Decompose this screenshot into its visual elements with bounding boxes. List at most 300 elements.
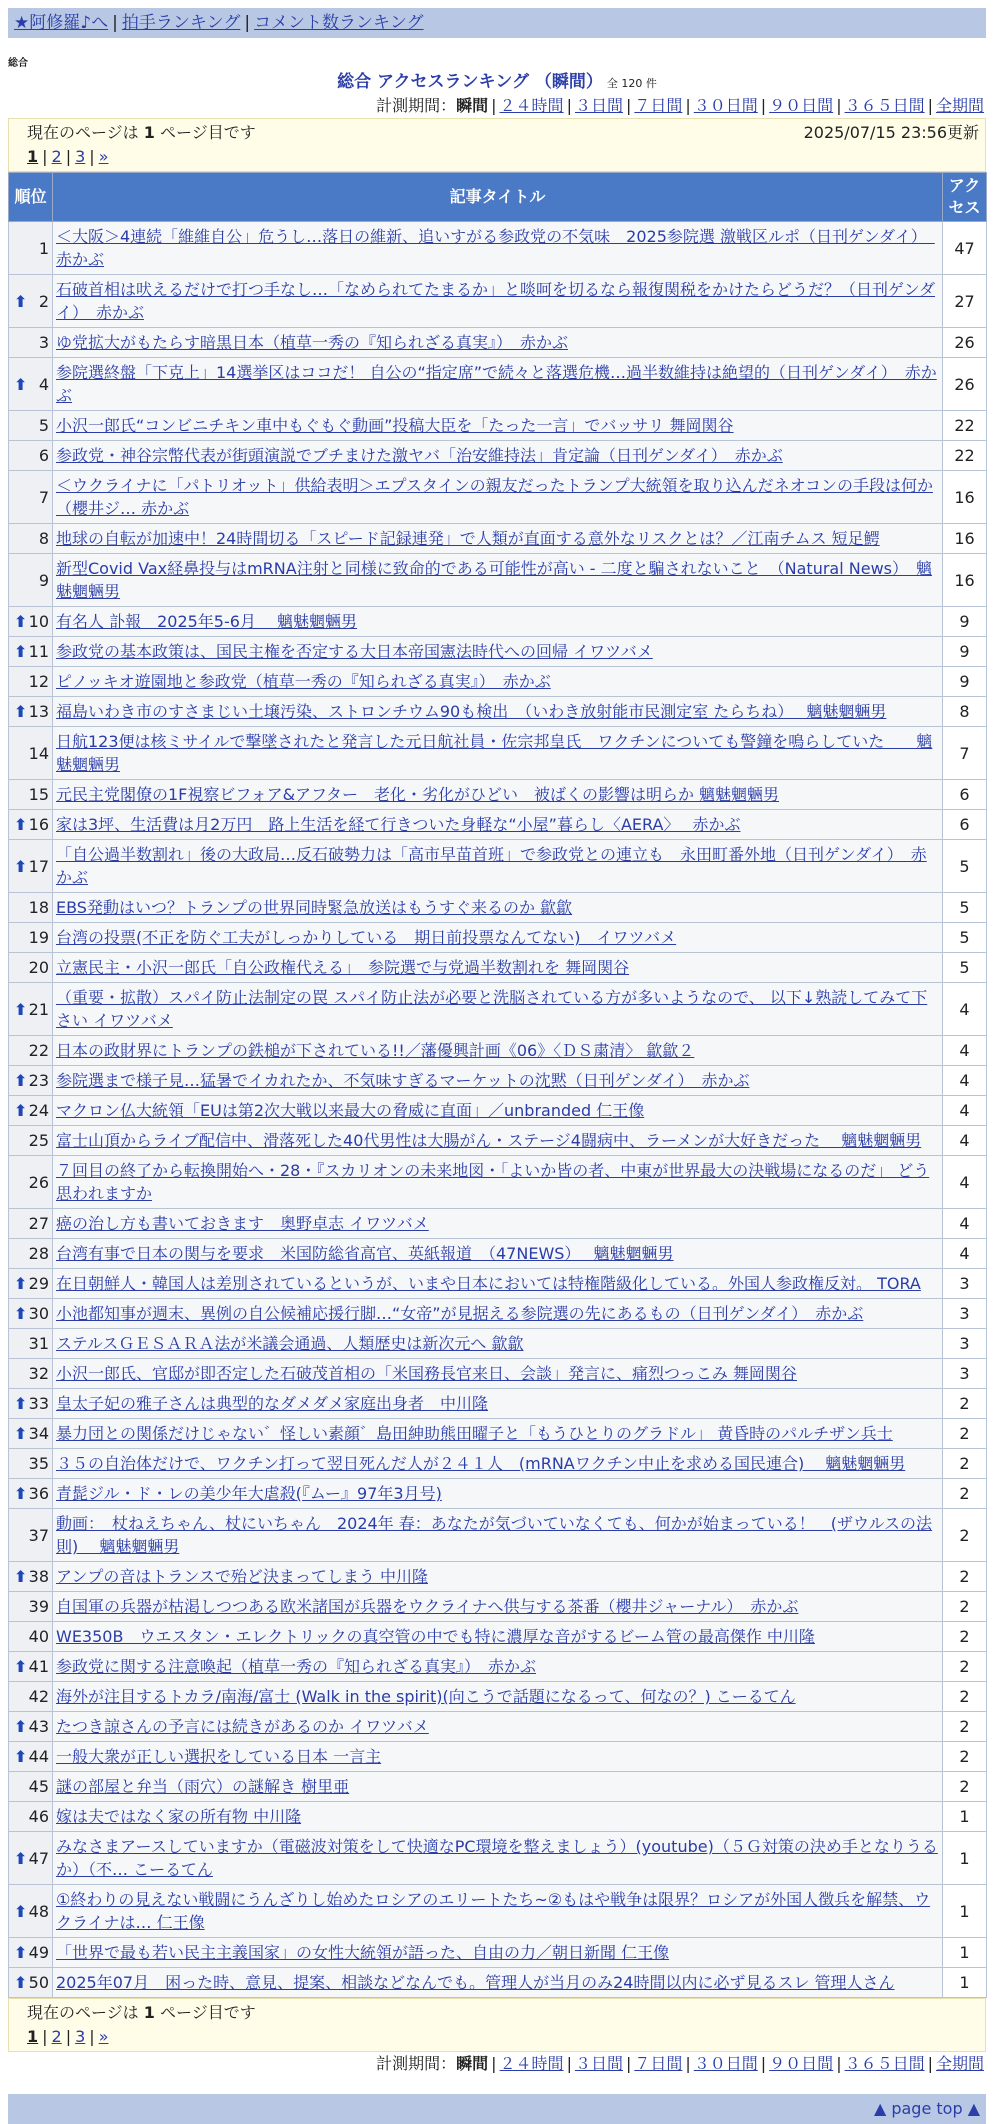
rank-cell [9,1832,53,1885]
table-row [9,1562,987,1592]
rank-number: 6 [38,446,49,465]
rank-cell [9,607,53,637]
rank-up-arrow-icon: ⬆ [14,1657,28,1676]
article-link[interactable]: 自国軍の兵器が枯渇しつつある欧米諸国が兵器をウクライナへ供与する茶番（櫻井ジャーナル） 赤かぶ [56,1597,799,1616]
article-link[interactable]: 小沢一郎氏、官邸が即否定した石破茂首相の「米国務長官来日、会談」発言に、痛烈つっこみ 舞岡関谷 [56,1364,797,1383]
table-row [9,1449,987,1479]
category-label: 総合 [8,58,28,69]
rank-cell [9,471,53,524]
rank-cell [9,1712,53,1742]
updated-timestamp: 2025/07/15 23:56更新 [803,123,979,142]
comment-ranking-link[interactable]: コメント数ランキング [254,13,424,33]
article-link[interactable]: 癌の治し方も書いておきます 奥野卓志 イワツバメ [56,1214,429,1233]
nav-separator: | [244,13,251,33]
rank-number: 13 [28,702,49,721]
rank-up-arrow-icon: ⬆ [14,1424,28,1443]
page-info-box [8,118,986,172]
current-page-number: 1 [143,123,155,142]
current-page-suffix: ページ目です [160,2003,256,2022]
rank-cell [9,1885,53,1938]
period-link[interactable]: ２４時間 [499,96,564,115]
article-link[interactable]: 日本の政財界にトランプの鉄槌が下されている!!／藩優興計画《06》〈ＤＳ粛清〉 歙歙２ [56,1041,695,1060]
access-count: 2 [943,1622,987,1652]
article-link[interactable]: 謎の部屋と弁当（雨穴）の謎解き 樹里亜 [56,1777,350,1796]
title-cell [53,810,943,840]
article-link[interactable]: ゆ党拡大がもたらす暗黒日本（植草一秀の『知られざる真実』） 赤かぶ [56,333,569,352]
rank-number: 46 [28,1807,49,1826]
table-row [9,810,987,840]
table-row [9,1329,987,1359]
rank-number: 36 [28,1484,49,1503]
table-row [9,1299,987,1329]
current-page-number: 1 [143,2003,155,2022]
clap-ranking-link[interactable]: 拍手ランキング [121,13,241,33]
current-page-text [27,2001,256,2025]
table-row [9,358,987,411]
article-link[interactable]: 参政党・神谷宗幣代表が街頭演説でブチまけた激ヤバ「治安維持法」肯定論（日刊ゲンダイ） 赤かぶ [56,446,783,465]
pagination-link[interactable]: 3 [75,147,86,166]
access-count: 1 [943,1802,987,1832]
rank-cell [9,411,53,441]
title-cell [53,1885,943,1938]
title-cell [53,1329,943,1359]
period-link[interactable]: ３日間 [574,96,623,115]
table-row [9,953,987,983]
access-count: 9 [943,637,987,667]
access-count: 2 [943,1419,987,1449]
table-row [9,441,987,471]
rank-number: 8 [38,529,49,548]
table-row [9,1096,987,1126]
page-title: 総合 アクセスランキング （瞬間） [337,72,603,92]
pagination-separator: | [89,2027,95,2046]
article-link[interactable]: 富士山頂からライブ配信中、滑落死した40代男性は大腸がん・ステージ4闘病中、ラーメンが大好きだった 魑魅魍魎男 [56,1131,922,1150]
title-cell [53,1712,943,1742]
access-count: 4 [943,1126,987,1156]
rank-cell [9,1239,53,1269]
article-link[interactable]: 新型Covid Vax経鼻投与はmRNA注射と同様に致命的である可能性が高い - 二度と騙されないこと （Natural News） 魑魅魍魎男 [56,559,932,601]
article-link[interactable]: 立憲民主・小沢一郎氏「自公政権代える」 参院選で与党過半数割れを 舞岡関谷 [56,958,630,977]
rank-cell [9,1449,53,1479]
title-cell [53,1419,943,1449]
article-link[interactable]: たつき諒さんの予言には続きがあるのか イワツバメ [56,1717,429,1736]
access-count: 9 [943,667,987,697]
title-cell [53,1359,943,1389]
nav-separator: | [112,13,118,33]
title-cell [53,840,943,893]
article-link[interactable]: 元民主党閣僚の1F視察ビフォア&アフター 老化・劣化がひどい 被ばくの影響は明らか 魑魅魍魎男 [56,785,780,804]
rank-up-arrow-icon: ⬆ [14,999,28,1019]
rank-number: 21 [28,999,49,1019]
access-count: 16 [943,524,987,554]
table-row [9,1802,987,1832]
rank-number: 38 [28,1567,49,1586]
article-link[interactable]: 嫁は夫ではなく家の所有物 中川隆 [56,1807,302,1826]
access-count: 4 [943,1066,987,1096]
rank-cell [9,697,53,727]
article-link[interactable]: 参政党の基本政策は、国民主権を否定する大日本帝国憲法時代への回帰 イワツバメ [56,642,653,661]
page-top-link[interactable]: ▲ page top ▲ [873,2099,980,2118]
article-link[interactable]: 「世界で最も若い民主主義国家」の女性大統領が語った、自由の力／朝日新聞 仁王像 [56,1943,670,1962]
access-count: 16 [943,471,987,524]
access-count: 3 [943,1329,987,1359]
rank-number: 44 [28,1747,49,1766]
access-count: 5 [943,840,987,893]
article-link[interactable]: 石破首相は吠えるだけで打つ手なし…「なめられてたまるか」と啖呵を切るなら報復関税をかけたらどうだ？（日刊ゲンダイ） 赤かぶ [56,280,936,322]
rank-cell [9,1479,53,1509]
rank-number: 31 [28,1334,49,1353]
article-link[interactable]: ＜大阪＞4連続「維維自公」危うし…落日の維新、追いすがる参政党の不気味 2025参院選 激戦区ルポ（日刊ゲンダイ） 赤かぶ [56,227,935,269]
pagination-link[interactable]: 2 [51,2027,62,2046]
rank-number: 32 [28,1364,49,1383]
table-row [9,727,987,780]
access-count: 2 [943,1562,987,1592]
access-count: 4 [943,1209,987,1239]
article-link[interactable]: ピノッキオ遊園地と参政党（植草一秀の『知られざる真実』） 赤かぶ [56,672,551,691]
page-info-line [27,2001,979,2025]
article-link[interactable]: 「自公過半数割れ」後の大政局…反石破勢力は「高市早苗首班」で参政党との連立も 永田町番外地（日刊ゲンダイ） 赤かぶ [56,845,927,887]
period-label: 計測期間： [376,96,457,115]
rank-cell [9,953,53,983]
title-cell [53,1938,943,1968]
rank-up-arrow-icon: ⬆ [14,291,28,311]
title-cell [53,953,943,983]
article-link[interactable]: 在日朝鮮人・韓国人は差別されているというが、いまや日本においては特権階級化している。外国人参政権反対。 TORA [56,1274,921,1293]
pagination-separator: | [65,2027,72,2046]
article-link[interactable]: みなさまアースしていますか（電磁波対策をして快適なPC環境を整えましょう）(youtube)（５Ｇ対策の決め手となりうるか）（不… こーるてん [56,1837,938,1879]
table-row [9,275,987,328]
period-link[interactable]: 全期間 [935,2054,984,2073]
pagination-next[interactable]: » [98,147,109,166]
title-cell [53,1832,943,1885]
period-selector [8,94,986,118]
period-separator: | [760,2054,767,2073]
rank-cell [9,1938,53,1968]
access-count: 27 [943,275,987,328]
access-count: 16 [943,554,987,607]
table-row [9,1156,987,1209]
pagination-next[interactable]: » [98,2027,109,2046]
rank-up-arrow-icon: ⬆ [14,1943,28,1962]
rank-cell [9,1802,53,1832]
period-link[interactable]: ７日間 [634,96,683,115]
rank-cell [9,1742,53,1772]
rank-cell [9,1066,53,1096]
access-count: 2 [943,1712,987,1742]
access-count: 1 [943,1968,987,1998]
period-link[interactable]: ９０日間 [769,96,834,115]
period-separator: | [625,2054,632,2073]
access-count: 2 [943,1389,987,1419]
table-row [9,1772,987,1802]
period-link[interactable]: ３６５日間 [844,2054,925,2073]
article-link[interactable]: 家は3坪、生活費は月2万円 路上生活を経て行きついた身軽な“小屋”暮らし〈AERA〉 赤かぶ [56,815,741,834]
table-row [9,1592,987,1622]
period-link[interactable]: ３日間 [574,2054,623,2073]
article-link[interactable]: 動画： 杖ねえちゃん、杖にいちゃん 2024年 春：あなたが気づいていなくても、何かが始まっている！ (ザウルスの法則) 魑魅魍魎男 [56,1514,933,1556]
pagination-link[interactable]: 2 [51,147,62,166]
rank-number: 45 [28,1777,49,1796]
rank-number: 35 [28,1454,49,1473]
period-separator: | [491,96,497,115]
table-row [9,637,987,667]
access-count: 2 [943,1479,987,1509]
table-row [9,1479,987,1509]
title-cell [53,441,943,471]
title-cell [53,1592,943,1622]
article-link[interactable]: 有名人 訃報 2025年5-6月 魑魅魍魎男 [56,612,358,631]
ranking-table [8,172,987,1998]
table-row [9,1036,987,1066]
period-selector-bottom [8,2052,986,2076]
rank-cell [9,1156,53,1209]
access-count: 2 [943,1449,987,1479]
rank-up-arrow-icon: ⬆ [14,642,28,661]
rank-cell [9,1592,53,1622]
article-link[interactable]: EBS発動はいつ？トランプの世界同時緊急放送はもうすぐ来るのか 歙歙 [56,898,573,917]
top-nav-bar [8,8,986,38]
period-separator: | [836,96,842,115]
rank-number: 3 [38,333,49,352]
rank-cell [9,1682,53,1712]
period-separator: | [927,96,933,115]
rank-cell [9,983,53,1036]
title-cell [53,1682,943,1712]
table-row [9,607,987,637]
title-column-header: 記事タイトル [53,173,943,222]
rank-up-arrow-icon: ⬆ [14,1484,28,1503]
table-row [9,1419,987,1449]
page-info-box-bottom [8,1998,986,2052]
access-count: 22 [943,441,987,471]
period-current: 瞬間 [456,96,489,115]
page-info-line [27,121,979,145]
access-count: 26 [943,358,987,411]
rank-up-arrow-icon: ⬆ [14,1567,28,1586]
rank-up-arrow-icon: ⬆ [14,1901,28,1921]
pagination-link[interactable]: 3 [75,2027,86,2046]
rank-number: 5 [38,416,49,435]
table-row [9,667,987,697]
access-count: 3 [943,1299,987,1329]
article-link[interactable]: ３５の自治体だけで、ワクチン打って翌日死んだ人が２４１人 (mRNAワクチン中止を求める国民連合) 魑魅魍魎男 [56,1454,906,1473]
rank-cell [9,441,53,471]
article-link[interactable]: ①終わりの見えない戦闘にうんざりし始めたロシアのエリートたち~②もはや戦争は限界？ロシアが外国人徴兵を解禁、ウクライナは… 仁王像 [56,1890,931,1932]
current-page-text [27,121,256,145]
title-cell [53,1802,943,1832]
title-cell [53,275,943,328]
rank-cell [9,1419,53,1449]
rank-number: 26 [28,1172,49,1192]
table-row [9,893,987,923]
access-column-header: アクセス [943,173,987,222]
article-link[interactable]: ７回目の終了から転換開始へ・28・『スカリオンの未来地図・「よいか皆の者、中東が世界最大の決戦場になるのだ」 どう思われますか [56,1161,930,1203]
rank-number: 24 [28,1101,49,1120]
title-cell [53,328,943,358]
access-count: 4 [943,1156,987,1209]
table-row [9,328,987,358]
article-link[interactable]: マクロン仏大統領「EUは第2次大戦以来最大の脅威に直面」／unbranded 仁王像 [56,1101,645,1120]
article-link[interactable]: 皇太子妃の雅子さんは典型的なダメダメ家庭出身者 中川隆 [56,1394,489,1413]
period-label: 計測期間： [376,2054,457,2073]
period-separator: | [836,2054,842,2073]
article-link[interactable]: 小池都知事が週末、異例の自公候補応援行脚…“女帝”が見据える参院選の先にあるもの（日刊ゲンダイ） 赤かぶ [56,1304,864,1323]
rank-cell [9,1772,53,1802]
total-count: 全 120 件 [606,77,657,90]
access-count: 2 [943,1509,987,1562]
pagination-current: 1 [27,147,39,166]
article-link[interactable]: 参院選終盤「下克上」14選挙区はココだ！ 自公の“指定席”で続々と落選危機…過半数維持は絶望的（日刊ゲンダイ） 赤かぶ [56,363,937,405]
period-link[interactable]: ３０日間 [693,2054,758,2073]
title-cell [53,554,943,607]
title-cell [53,607,943,637]
period-link[interactable]: ７日間 [634,2054,683,2073]
rank-cell [9,1562,53,1592]
title-cell [53,983,943,1036]
pagination-separator: | [65,147,72,166]
rank-cell [9,524,53,554]
table-row [9,1652,987,1682]
rank-up-arrow-icon: ⬆ [14,1973,28,1992]
rank-cell [9,1359,53,1389]
rank-number: 43 [28,1717,49,1736]
rank-number: 28 [28,1244,49,1263]
rank-cell [9,780,53,810]
title-cell [53,1209,943,1239]
title-cell [53,1389,943,1419]
rank-up-arrow-icon: ⬆ [14,1304,28,1323]
title-cell [53,697,943,727]
rank-number: 29 [28,1274,49,1293]
rank-number: 30 [28,1304,49,1323]
period-link[interactable]: ２４時間 [499,2054,564,2073]
title-cell [53,1299,943,1329]
access-count: 9 [943,607,987,637]
rank-cell [9,1036,53,1066]
rank-up-arrow-icon: ⬆ [14,856,28,876]
access-count: 4 [943,1096,987,1126]
article-link[interactable]: 暴力団との関係だけじゃない゛怪しい素顔゛島田紳助熊田曜子と「もうひとりのグラドル」 黄昏時のパルチザン兵士 [56,1424,893,1443]
period-separator: | [927,2054,933,2073]
period-link[interactable]: 全期間 [935,96,984,115]
rank-number: 41 [28,1657,49,1676]
rank-number: 17 [28,856,49,876]
title-cell [53,1239,943,1269]
table-row [9,1209,987,1239]
article-link[interactable]: WE350B ウエスタン・エレクトリックの真空管の中でも特に濃厚な音がするビーム管の最高傑作 中川隆 [56,1627,815,1646]
table-row [9,1269,987,1299]
article-link[interactable]: 海外が注目するトカラ/南海/富士 (Walk in the spirit)(向こうで話題になるって、何なの？) こーるてん [56,1687,796,1706]
access-count: 3 [943,1269,987,1299]
period-link[interactable]: ３０日間 [693,96,758,115]
title-cell [53,1968,943,1998]
article-link[interactable]: 一般大衆が正しい選択をしている日本 一言主 [56,1747,382,1766]
period-link[interactable]: ３６５日間 [844,96,925,115]
article-link[interactable]: 台湾有事で日本の関与を要求 米国防総省高官、英紙報道 （47NEWS） 魑魅魍魎男 [56,1244,674,1263]
article-link[interactable]: 小沢一郎氏“コンビニチキン車中もぐもぐ動画”投稿大臣を「たった一言」でバッサリ 舞岡関谷 [56,416,734,435]
article-link[interactable]: 2025年07月 困った時、意見、提案、相談などなんでも。管理人が当月のみ24時間以内に必ず見るスレ 管理人さん [56,1973,895,1992]
access-count: 7 [943,727,987,780]
access-count: 5 [943,923,987,953]
current-page-suffix: ページ目です [160,123,256,142]
rank-column-header: 順位 [9,173,53,222]
rank-number: 15 [28,785,49,804]
article-link[interactable]: 福島いわき市のすさまじい土壌汚染、ストロンチウム90も検出 （いわき放射能市民測定室 たらちね） 魑魅魍魎男 [56,702,887,721]
rank-number: 47 [28,1848,49,1868]
access-count: 6 [943,810,987,840]
rank-cell [9,637,53,667]
rank-number: 4 [38,374,49,394]
rank-number: 14 [28,743,49,763]
rank-number: 42 [28,1687,49,1706]
period-current: 瞬間 [456,2054,489,2073]
rank-cell [9,893,53,923]
rank-cell [9,222,53,275]
rank-number: 34 [28,1424,49,1443]
rank-up-arrow-icon: ⬆ [14,1274,28,1293]
article-link[interactable]: 参院選まで様子見…猛暑でイカれたか、不気味すぎるマーケットの沈黙（日刊ゲンダイ） 赤かぶ [56,1071,750,1090]
article-link[interactable]: ステルスＧＥＳＡＲＡ法が米議会通過、人類歴史は新次元へ 歙歙 [56,1334,524,1353]
article-link[interactable]: 地球の自転が加速中！24時間切る「スピード記録連発」で人類が直面する意外なリスクとは？／江南チムス 短足鰐 [56,529,880,548]
rank-cell [9,1269,53,1299]
rank-cell [9,1299,53,1329]
period-separator: | [685,96,691,115]
article-link[interactable]: 青髭ジル・ド・レの美少年大虐殺(『ムー』97年3月号) [56,1484,442,1503]
rank-cell [9,1509,53,1562]
rank-cell [9,1126,53,1156]
period-separator: | [566,96,572,115]
article-link[interactable]: 日航123便は核ミサイルで撃墜されたと発言した元日航社員・佐宗邦皇氏 ワクチンについても警鐘を鳴らしていた 魑魅魍魎男 [56,732,933,774]
table-row [9,697,987,727]
access-count: 26 [943,328,987,358]
table-row [9,1126,987,1156]
rank-number: 16 [28,815,49,834]
ranking-heading [8,70,986,94]
rank-number: 33 [28,1394,49,1413]
article-link[interactable]: （重要・拡散）スパイ防止法制定の罠 スパイ防止法が必要と洗脳されている方が多いようなので、 以下↓熟読してみて下さい イワツバメ [56,988,928,1030]
home-link[interactable]: ★阿修羅♪へ [14,13,109,33]
table-row [9,1389,987,1419]
table-row [9,1359,987,1389]
title-cell [53,1066,943,1096]
title-cell [53,222,943,275]
article-link[interactable]: ＜ウクライナに「パトリオット」供給表明＞エプスタインの親友だったトランプ大統領を取り込んだネオコンの手段は何か（櫻井ジ… 赤かぶ [56,476,933,518]
article-link[interactable]: アンプの音はトランスで殆ど決まってしまう 中川隆 [56,1567,428,1586]
rank-up-arrow-icon: ⬆ [14,374,28,394]
rank-number: 19 [28,928,49,947]
rank-number: 37 [28,1525,49,1545]
rank-number: 10 [28,612,49,631]
rank-number: 1 [38,238,49,258]
access-count: 1 [943,1938,987,1968]
rank-cell [9,1389,53,1419]
rank-cell [9,328,53,358]
period-link[interactable]: ９０日間 [769,2054,834,2073]
rank-up-arrow-icon: ⬆ [14,1848,28,1868]
title-cell [53,667,943,697]
rank-cell [9,810,53,840]
rank-cell [9,1968,53,1998]
table-row [9,1968,987,1998]
article-link[interactable]: 台湾の投票(不正を防ぐ工夫がしっかりしている 期日前投票なんてない) イワツバメ [56,928,677,947]
title-cell [53,1562,943,1592]
article-link[interactable]: 参政党に関する注意喚起（植草一秀の『知られざる真実』） 赤かぶ [56,1657,537,1676]
footer-bar [8,2094,986,2124]
title-cell [53,1652,943,1682]
table-header-row [9,173,987,222]
period-separator: | [685,2054,691,2073]
table-row [9,923,987,953]
